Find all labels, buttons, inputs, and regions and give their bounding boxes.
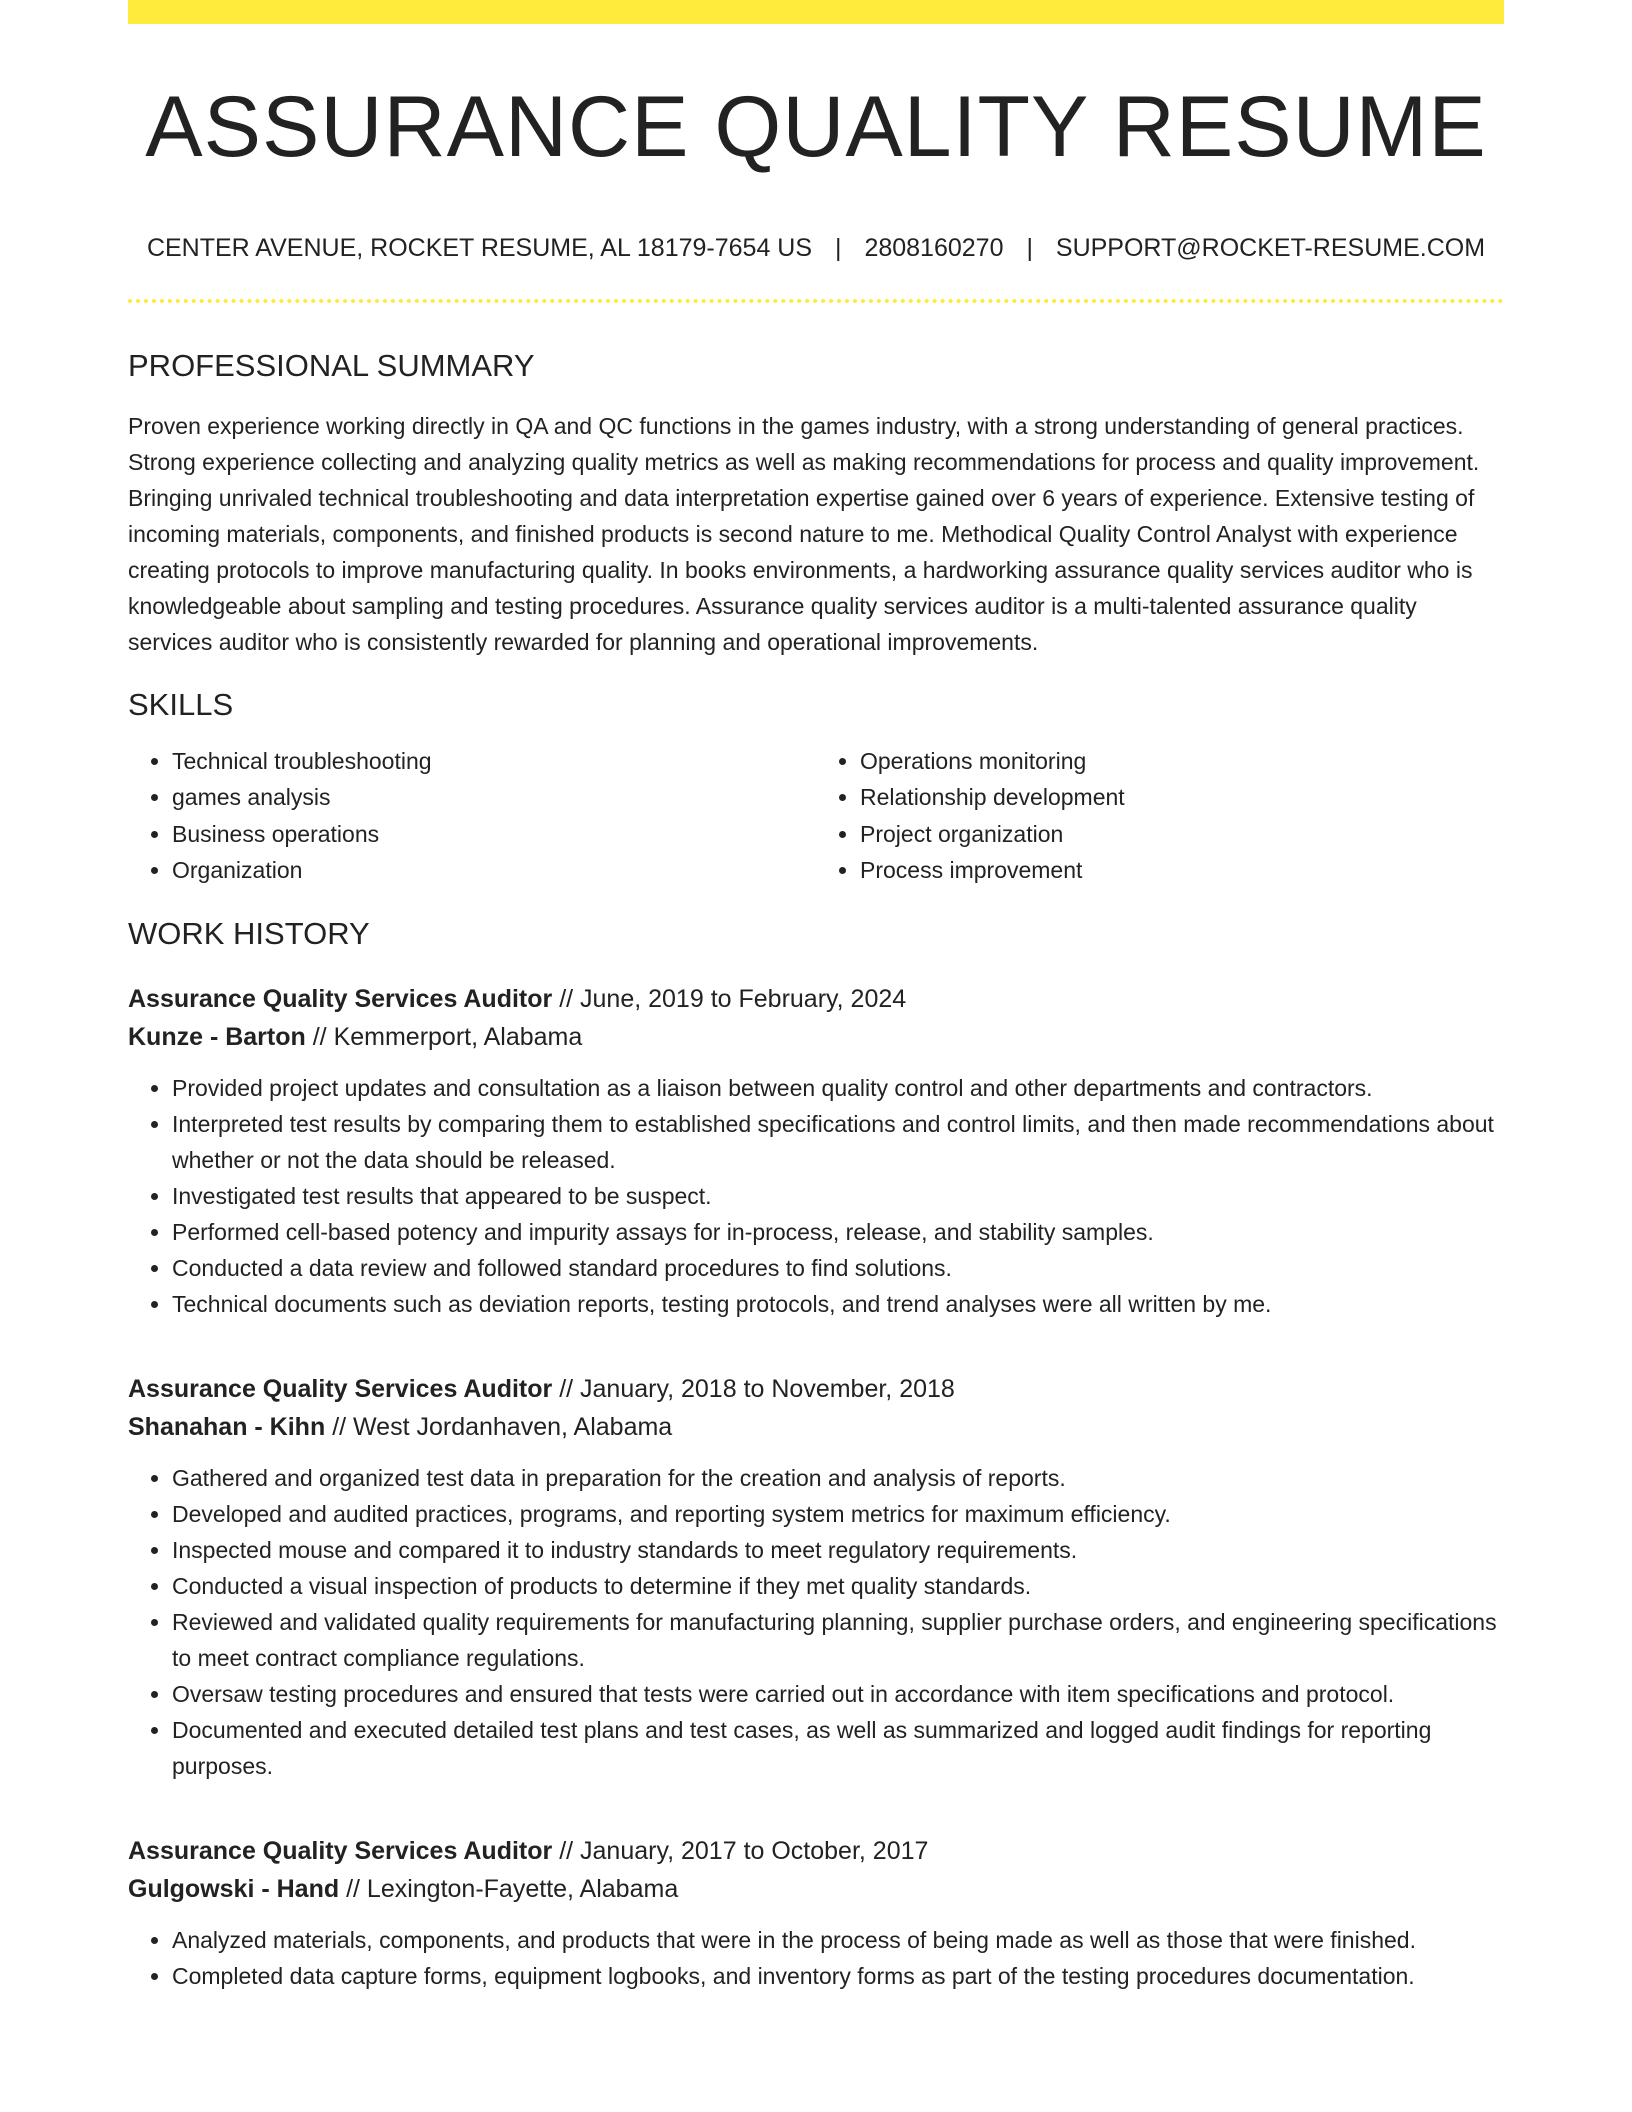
job-bullet: • Provided project updates and consultation as a liaison between quality control and other departments and contractors. (172, 1070, 1504, 1106)
skill-item: • Project organization (860, 816, 1504, 853)
job-role: Assurance Quality Services Auditor (128, 1837, 553, 1866)
job-bullet: • Gathered and organized test data in preparation for the creation and analysis of reports. (172, 1460, 1504, 1496)
job-company: Shanahan - Kihn (128, 1413, 326, 1442)
job-dates: // January, 2017 to October, 2017 (559, 1837, 929, 1866)
job-entry (128, 1370, 1504, 1784)
job-bullet: • Completed data capture forms, equipment logbooks, and inventory forms as part of the testing procedures documentation. (172, 1958, 1504, 1994)
job-role-line (128, 1370, 1504, 1408)
contact-email: SUPPORT@ROCKET-RESUME.COM (1055, 233, 1486, 262)
skill-item: • Relationship development (860, 779, 1504, 816)
job-role: Assurance Quality Services Auditor (128, 1375, 553, 1404)
job-company: Kunze - Barton (128, 1023, 306, 1052)
job-entry (128, 980, 1504, 1322)
job-location: // Lexington-Fayette, Alabama (346, 1875, 679, 1904)
job-role-line (128, 980, 1504, 1018)
skills-heading: SKILLS (128, 686, 234, 722)
job-role-line (128, 1832, 1504, 1870)
job-bullet: • Reviewed and validated quality requirements for manufacturing planning, supplier purchase orders, and engineering specifications to meet contract compliance regulations. (172, 1604, 1504, 1676)
job-entry (128, 1832, 1504, 1994)
skill-item: • games analysis (172, 779, 816, 816)
job-bullet: • Technical documents such as deviation reports, testing protocols, and trend analyses were all written by me. (172, 1286, 1504, 1322)
dotted-divider (128, 299, 1504, 303)
skill-item: • Technical troubleshooting (172, 743, 816, 780)
job-company-line (128, 1018, 1504, 1056)
job-bullet: • Conducted a data review and followed standard procedures to find solutions. (172, 1250, 1504, 1286)
job-role: Assurance Quality Services Auditor (128, 985, 553, 1014)
contact-address: CENTER AVENUE, ROCKET RESUME, AL 18179-7654 US (146, 233, 813, 262)
skill-item: • Process improvement (860, 852, 1504, 889)
job-bullets (128, 1922, 1504, 1994)
work-history-heading: WORK HISTORY (128, 915, 370, 951)
job-location: // West Jordanhaven, Alabama (332, 1413, 673, 1442)
job-bullet: • Developed and audited practices, programs, and reporting system metrics for maximum efficiency. (172, 1496, 1504, 1532)
job-dates: // January, 2018 to November, 2018 (559, 1375, 955, 1404)
skills-list (128, 743, 1504, 889)
contact-separator: | (1026, 233, 1033, 262)
contact-separator: | (834, 233, 842, 262)
summary-heading: PROFESSIONAL SUMMARY (128, 347, 535, 383)
top-accent-bar (128, 0, 1504, 24)
job-company-line (128, 1870, 1504, 1908)
skills-column-left (128, 743, 816, 889)
job-bullet: • Oversaw testing procedures and ensured that tests were carried out in accordance with item specifications and protocol. (172, 1676, 1504, 1712)
job-company-line (128, 1408, 1504, 1446)
job-bullet: • Interpreted test results by comparing them to established specifications and control limits, and then made recommendations about whether or not the data should be released. (172, 1106, 1504, 1178)
job-location: // Kemmerport, Alabama (312, 1023, 583, 1052)
job-bullet: • Conducted a visual inspection of products to determine if they met quality standards. (172, 1568, 1504, 1604)
skills-column-right (816, 743, 1504, 889)
summary-text: Proven experience working directly in QA and QC functions in the games industry, with a strong understanding of general practices. Strong experience collecting and analyzing quality metrics as well as making recommendations for process and quality improvement. Bringing unrivaled technical troubleshooting and data interpretation expertise gained over 6 years of experience. Extensive testing of incoming materials, components, and finished products is second nature to me. Methodical Quality Control Analyst with experience creating protocols to improve manufacturing quality. In books environments, a hardworking assurance quality services auditor who is knowledgeable about sampling and testing procedures. Assurance quality services auditor is a multi-talented assurance quality services auditor who is consistently rewarded for planning and operational improvements. (128, 412, 1480, 655)
job-dates: // June, 2019 to February, 2024 (559, 985, 907, 1014)
resume-title: ASSURANCE QUALITY RESUME (145, 79, 1487, 175)
job-bullet: • Inspected mouse and compared it to industry standards to meet regulatory requirements. (172, 1532, 1504, 1568)
job-company: Gulgowski - Hand (128, 1875, 340, 1904)
job-bullets (128, 1070, 1504, 1322)
job-bullet: • Performed cell-based potency and impurity assays for in-process, release, and stability samples. (172, 1214, 1504, 1250)
contact-phone: 2808160270 (864, 233, 1004, 262)
job-bullet: • Investigated test results that appeared to be suspect. (172, 1178, 1504, 1214)
job-bullets (128, 1460, 1504, 1784)
resume-page (128, 0, 1504, 1994)
skill-item: • Organization (172, 852, 816, 889)
skill-item: • Business operations (172, 816, 816, 853)
job-bullet: • Documented and executed detailed test plans and test cases, as well as summarized and logged audit findings for reporting purposes. (172, 1712, 1504, 1784)
job-bullet: • Analyzed materials, components, and products that were in the process of being made as well as those that were finished. (172, 1922, 1504, 1958)
skill-item: • Operations monitoring (860, 743, 1504, 780)
contact-line (128, 233, 1504, 263)
